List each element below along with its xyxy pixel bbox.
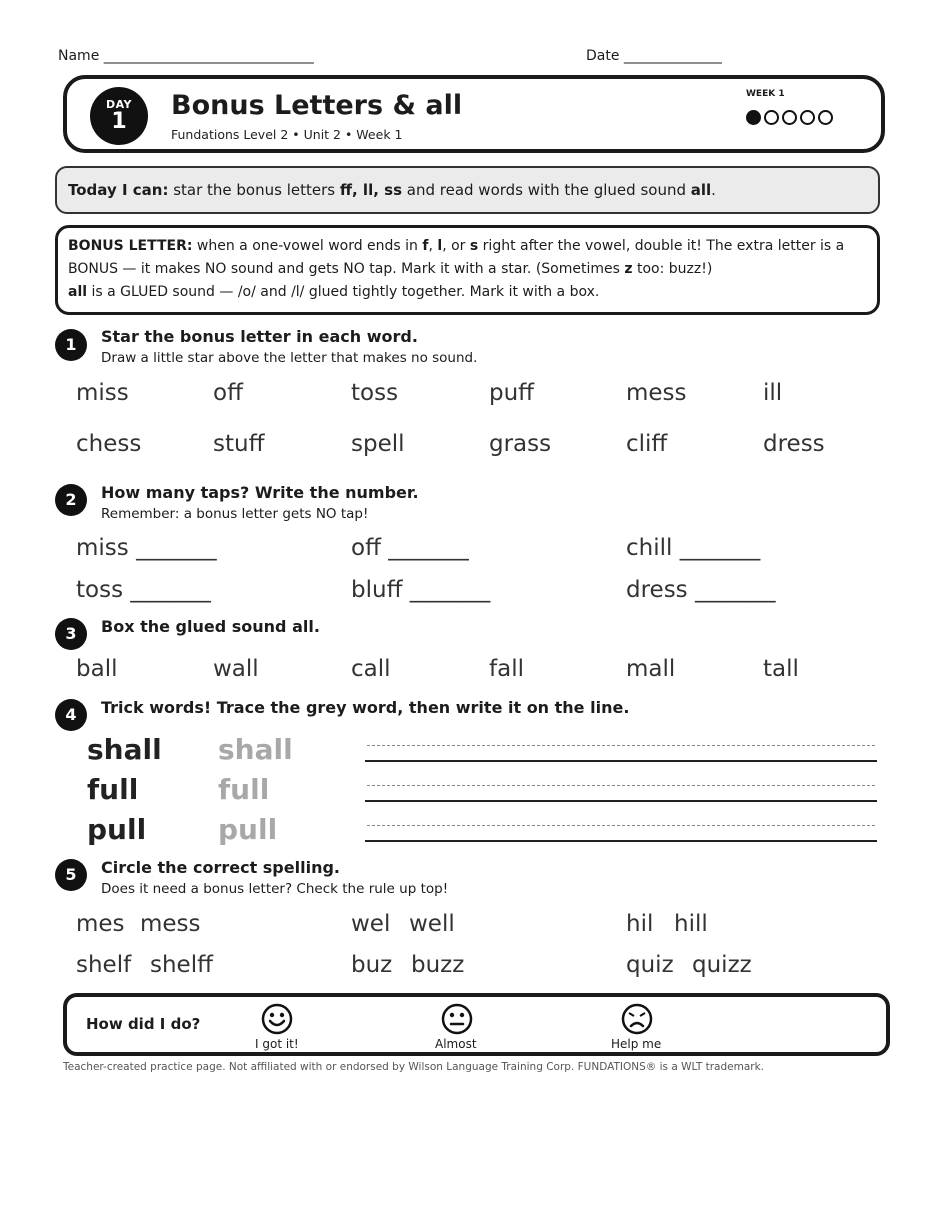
word[interactable]: dress: [763, 431, 825, 457]
goal-text: [68, 181, 716, 199]
rating-label: Help me: [611, 1037, 662, 1051]
spelling-option[interactable]: shelff: [150, 952, 213, 978]
word[interactable]: spell: [351, 431, 405, 457]
word[interactable]: mall: [626, 656, 676, 682]
spelling-option[interactable]: mes: [76, 911, 125, 937]
rating-label: Almost: [435, 1037, 477, 1051]
goal-part: star the bonus letters: [168, 181, 340, 199]
question-number: 4: [55, 699, 87, 731]
spelling-option[interactable]: buzz: [411, 952, 465, 978]
week-label: WEEK 1: [746, 89, 785, 99]
word[interactable]: chess: [76, 431, 142, 457]
spelling-option[interactable]: buz: [351, 952, 393, 978]
writing-line[interactable]: [365, 760, 877, 762]
question-number: 3: [55, 618, 87, 650]
question-number: 5: [55, 859, 87, 891]
word[interactable]: fall: [489, 656, 524, 682]
question-title: Circle the correct spelling.: [101, 858, 340, 877]
self-check-label: How did I do?: [86, 1015, 201, 1033]
trick-word: pull: [87, 813, 147, 846]
question-title: How many taps? Write the number.: [101, 483, 419, 502]
word[interactable]: puff: [489, 380, 535, 406]
rule-text: [68, 235, 868, 304]
day-number: 1: [111, 109, 127, 134]
sad-face-icon[interactable]: [621, 1003, 653, 1039]
progress-dot: [800, 110, 815, 125]
question-title: Trick words! Trace the grey word, then write it on the line.: [101, 698, 630, 717]
rule-lead: BONUS LETTER:: [68, 238, 193, 254]
word[interactable]: mess: [626, 380, 687, 406]
spelling-option[interactable]: wel: [351, 911, 391, 937]
goal-lead: Today I can:: [68, 181, 169, 199]
word[interactable]: stuff: [213, 431, 265, 457]
word[interactable]: grass: [489, 431, 552, 457]
rating-label: I got it!: [255, 1037, 299, 1051]
spelling-option[interactable]: hil: [626, 911, 654, 937]
tap-count-item[interactable]: chill _______: [626, 535, 761, 561]
goal-part: and read words with the glued sound: [402, 181, 691, 199]
spelling-option[interactable]: shelf: [76, 952, 132, 978]
trace-word[interactable]: pull: [218, 813, 278, 846]
spelling-option[interactable]: hill: [674, 911, 708, 937]
week-progress: [746, 110, 833, 125]
spelling-option[interactable]: quizz: [692, 952, 752, 978]
rule-part: ,: [428, 238, 438, 254]
word[interactable]: off: [213, 380, 243, 406]
question-instruction: Remember: a bonus letter gets NO tap!: [101, 506, 369, 522]
footer-disclaimer: Teacher-created practice page. Not affiliated with or endorsed by Wilson Language Training Corp. FUNDATIONS® is a WLT trademark.: [63, 1061, 765, 1073]
rule-letter: l: [437, 238, 443, 254]
word[interactable]: wall: [213, 656, 259, 682]
day-badge: [90, 87, 148, 145]
progress-dot: [764, 110, 779, 125]
tap-count-item[interactable]: dress _______: [626, 577, 776, 603]
spelling-option[interactable]: well: [409, 911, 455, 937]
progress-dot: [782, 110, 797, 125]
question-title: Star the bonus letter in each word.: [101, 327, 418, 346]
rule-part: is a GLUED sound — /o/ and /l/ glued tightly together. Mark it with a box.: [87, 284, 600, 300]
word[interactable]: ball: [76, 656, 118, 682]
trace-word[interactable]: shall: [218, 733, 293, 766]
tap-count-item[interactable]: toss _______: [76, 577, 211, 603]
writing-guide-line: [367, 825, 875, 826]
page-subtitle: Fundations Level 2 • Unit 2 • Week 1: [171, 127, 403, 142]
word[interactable]: miss: [76, 380, 129, 406]
tap-count-item[interactable]: off _______: [351, 535, 469, 561]
rule-part: right after the vowel, double it! The extra letter is a BONUS — it makes NO sound and gets NO tap. Mark it with a star. (Sometimes: [68, 238, 845, 277]
spelling-option[interactable]: mess: [140, 911, 201, 937]
question-instruction: Draw a little star above the letter that makes no sound.: [101, 350, 478, 366]
writing-line[interactable]: [365, 840, 877, 842]
question-number: 1: [55, 329, 87, 361]
trick-word: full: [87, 773, 139, 806]
writing-line[interactable]: [365, 800, 877, 802]
rule-part: too: buzz!): [632, 261, 713, 277]
goal-key: all: [690, 181, 712, 199]
rule-lead: all: [68, 284, 88, 300]
progress-dot: [818, 110, 833, 125]
neutral-face-icon[interactable]: [441, 1003, 473, 1039]
happy-face-icon[interactable]: [261, 1003, 293, 1039]
progress-dot-filled: [746, 110, 761, 125]
word[interactable]: tall: [763, 656, 799, 682]
date-line[interactable]: Date ______________: [586, 48, 722, 64]
rule-letter: s: [469, 238, 479, 254]
goal-key: ff, ll, ss: [339, 181, 402, 199]
page-title: Bonus Letters & all: [171, 90, 463, 121]
writing-guide-line: [367, 785, 875, 786]
rule-part: , or: [442, 238, 470, 254]
tap-count-item[interactable]: miss _______: [76, 535, 217, 561]
word[interactable]: cliff: [626, 431, 668, 457]
rule-letter: z: [624, 261, 633, 277]
question-instruction: Does it need a bonus letter? Check the rule up top!: [101, 881, 449, 897]
day-label: DAY: [105, 98, 133, 111]
goal-part: .: [711, 181, 716, 199]
spelling-option[interactable]: quiz: [626, 952, 674, 978]
rule-letter: f: [422, 238, 429, 254]
trace-word[interactable]: full: [218, 773, 270, 806]
trick-word: shall: [87, 733, 162, 766]
question-number: 2: [55, 484, 87, 516]
word[interactable]: toss: [351, 380, 399, 406]
word[interactable]: call: [351, 656, 391, 682]
tap-count-item[interactable]: bluff _______: [351, 577, 491, 603]
word[interactable]: ill: [763, 380, 783, 406]
question-title: Box the glued sound all.: [101, 617, 320, 636]
name-line[interactable]: Name ______________________________: [58, 48, 314, 64]
rule-part: when a one-vowel word ends in: [192, 238, 423, 254]
writing-guide-line: [367, 745, 875, 746]
